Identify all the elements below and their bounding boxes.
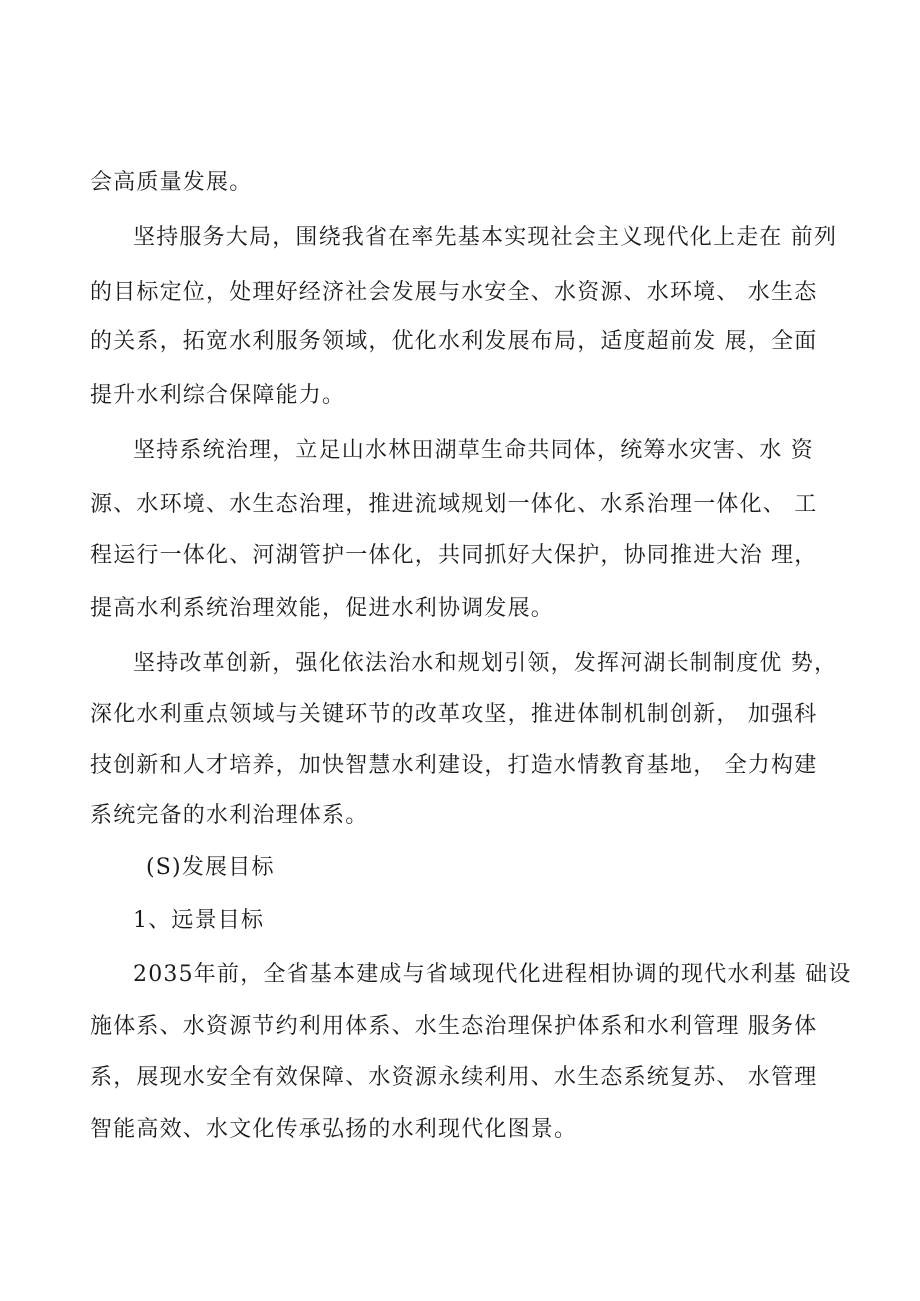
paragraph-line: 2035年前，全省基本建成与省域现代化进程相协调的现代水利基 础设: [133, 962, 852, 987]
paragraph-line: 源、水环境、水生态治理，推进流域规划一体化、水系治理一体化、 工: [90, 492, 818, 517]
section-heading: (S)发展目标: [146, 855, 275, 880]
subsection-heading: 1、远景目标: [133, 908, 265, 933]
paragraph-line: 程运行一体化、河湖管护一体化，共同抓好大保护，协同推进大治 理，: [90, 543, 818, 568]
paragraph-line: 系统完备的水利治理体系。: [90, 803, 369, 828]
paragraph-line: 的关系，拓宽水利服务领域，优化水利发展布局，适度超前发 展，全面: [90, 329, 818, 354]
paragraph-line: 技创新和人才培养，加快智慧水利建设，打造水情教育基地， 全力构建: [90, 753, 818, 778]
paragraph-line: 提升水利综合保障能力。: [90, 383, 346, 408]
paragraph-line: 会高质量发展。: [90, 170, 253, 195]
paragraph-line: 深化水利重点领域与关键环节的改革攻坚，推进体制机制创新， 加强科: [90, 702, 818, 727]
paragraph-line: 坚持系统治理，立足山水林田湖草生命共同体，统筹水灾害、水 资: [133, 438, 814, 463]
paragraph-line: 施体系、水资源节约利用体系、水生态治理保护体系和水利管理 服务体: [90, 1014, 818, 1039]
paragraph-line: 系，展现水安全有效保障、水资源永续利用、水生态系统复苏、 水管理: [90, 1065, 818, 1090]
paragraph-line: 坚持服务大局，围绕我省在率先基本实现社会主义现代化上走在 前列: [133, 225, 838, 250]
paragraph-line: 智能高效、水文化传承弘扬的水利现代化图景。: [90, 1117, 578, 1142]
paragraph-line: 坚持改革创新，强化依法治水和规划引领，发挥河湖长制制度优 势，: [133, 651, 838, 676]
paragraph-line: 提高水利系统治理效能，促进水利协调发展。: [90, 596, 555, 621]
paragraph-line: 的目标定位，处理好经济社会发展与水安全、水资源、水环境、 水生态: [90, 280, 818, 305]
